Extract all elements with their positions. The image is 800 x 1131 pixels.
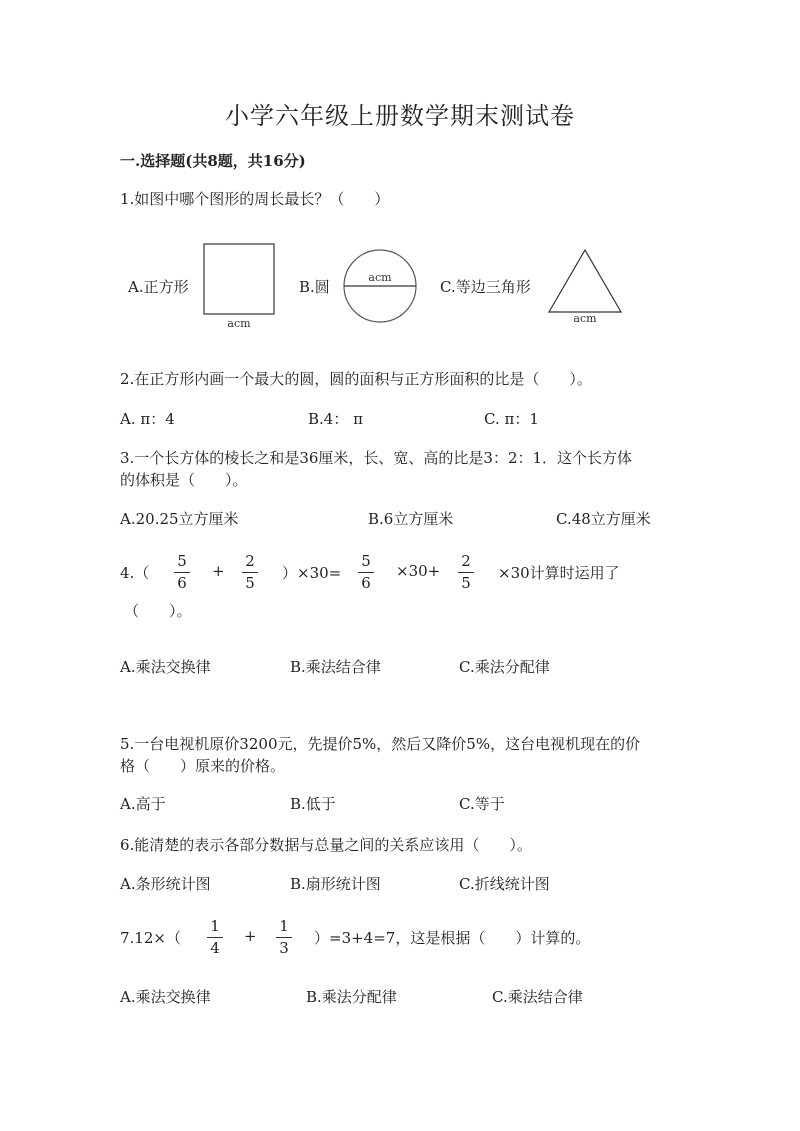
fraction-1-3 xyxy=(274,918,294,957)
q6-option-c: C.折线统计图 xyxy=(459,875,550,893)
triangle-shape xyxy=(549,250,621,312)
q7-option-b: B.乘法分配律 xyxy=(306,988,397,1006)
q7-option-c: C.乘法结合律 xyxy=(492,988,583,1006)
question-6: 6.能清楚的表示各部分数据与总量之间的关系应该用（ ）。 xyxy=(120,836,532,854)
fraction-numerator: 5 xyxy=(361,552,371,570)
option-b-label: B.圆 xyxy=(299,278,330,296)
square-side-label: acm xyxy=(227,317,251,330)
fraction-denominator: 6 xyxy=(361,574,371,592)
option-a-label: A.正方形 xyxy=(128,278,189,296)
q2-option-a: A. π：4 xyxy=(120,410,175,428)
fraction-numerator: 2 xyxy=(245,552,255,570)
fraction-numerator: 1 xyxy=(279,917,289,935)
fraction-numerator: 1 xyxy=(210,917,220,935)
question-2: 2.在正方形内画一个最大的圆，圆的面积与正方形面积的比是（ ）。 xyxy=(120,370,592,388)
geometry-figures xyxy=(190,236,650,336)
fraction-bar xyxy=(276,937,292,938)
fraction-numerator: 2 xyxy=(461,552,471,570)
fraction-2-5 xyxy=(456,553,476,592)
q7-text-end: ）=3+4=7，这是根据（ ）计算的。 xyxy=(314,929,591,947)
q4-option-c: C.乘法分配律 xyxy=(459,658,550,676)
q7-text-start: 7.12×（ xyxy=(120,929,181,947)
q4-text-line-2: （ ）。 xyxy=(124,602,192,620)
fraction-bar xyxy=(242,572,258,573)
fraction-denominator: 5 xyxy=(245,574,255,592)
fraction-denominator: 6 xyxy=(177,574,187,592)
fraction-denominator: 4 xyxy=(210,939,220,957)
question-3-line-2: 的体积是（ ）。 xyxy=(120,471,248,489)
fraction-bar xyxy=(207,937,223,938)
q3-option-a: A.20.25立方厘米 xyxy=(120,510,239,528)
fraction-denominator: 5 xyxy=(461,574,471,592)
q4-text-times: ×30+ xyxy=(396,562,441,580)
question-5-line-2: 格（ ）原来的价格。 xyxy=(120,757,286,775)
circle-diameter-label: acm xyxy=(368,271,392,284)
q4-option-b: B.乘法结合律 xyxy=(290,658,381,676)
fraction-bar xyxy=(358,572,374,573)
fraction-5-6 xyxy=(356,553,376,592)
question-5-line-1: 5.一台电视机原价3200元，先提价5%，然后又降价5%，这台电视机现在的价 xyxy=(120,735,641,753)
triangle-side-label: acm xyxy=(573,312,597,325)
question-3-line-1: 3.一个长方体的棱长之和是36厘米，长、宽、高的比是3：2：1．这个长方体 xyxy=(120,449,633,467)
q6-option-b: B.扇形统计图 xyxy=(290,875,381,893)
q4-text-start: 4.（ xyxy=(120,564,150,582)
q4-text-mid: ）×30= xyxy=(282,564,342,582)
q4-text-end: ×30计算时运用了 xyxy=(498,564,620,582)
q4-option-a: A.乘法交换律 xyxy=(120,658,211,676)
q7-plus: + xyxy=(244,927,257,945)
q5-option-a: A.高于 xyxy=(120,795,166,813)
q5-option-c: C.等于 xyxy=(459,795,505,813)
option-c-label: C.等边三角形 xyxy=(440,278,531,296)
q7-option-a: A.乘法交换律 xyxy=(120,988,211,1006)
section-heading: 一.选择题(共8题，共16分) xyxy=(120,152,306,170)
page-title: 小学六年级上册数学期末测试卷 xyxy=(225,102,575,130)
q5-option-b: B.低于 xyxy=(290,795,336,813)
q3-option-b: B.6立方厘米 xyxy=(368,510,454,528)
fraction-bar xyxy=(174,572,190,573)
fraction-bar xyxy=(458,572,474,573)
square-shape xyxy=(204,244,274,314)
q6-option-a: A.条形统计图 xyxy=(120,875,211,893)
fraction-denominator: 3 xyxy=(279,939,289,957)
fraction-5-6 xyxy=(172,553,192,592)
fraction-numerator: 5 xyxy=(177,552,187,570)
question-1: 1.如图中哪个图形的周长最长？（ ） xyxy=(120,190,390,208)
fraction-1-4 xyxy=(205,918,225,957)
q3-option-c: C.48立方厘米 xyxy=(556,510,651,528)
q2-option-b: B.4： π xyxy=(308,410,363,428)
fraction-2-5 xyxy=(240,553,260,592)
q2-option-c: C. π：1 xyxy=(484,410,539,428)
q4-plus: + xyxy=(212,562,225,580)
